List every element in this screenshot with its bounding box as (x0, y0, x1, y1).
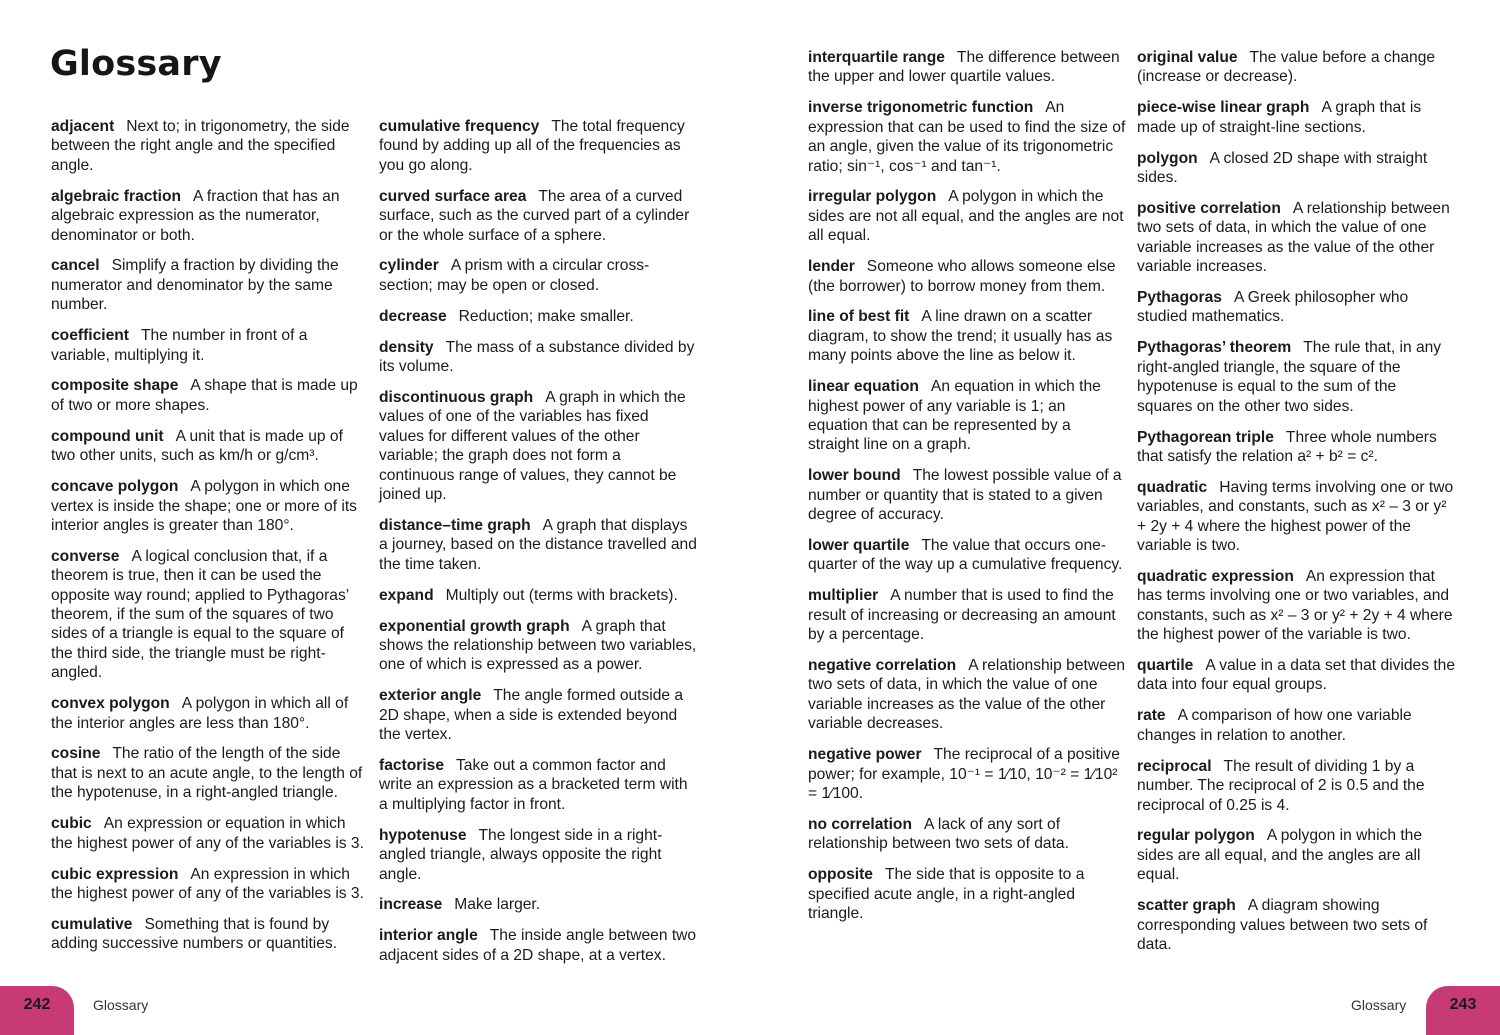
glossary-column-1 (51, 117, 369, 965)
glossary-definition: Next to; in trigonometry, the side between the right angle and the specified angle. (51, 118, 350, 174)
glossary-term: rate (1137, 707, 1166, 725)
glossary-term: decrease (379, 307, 447, 325)
glossary-term: discontinuous graph (379, 388, 534, 406)
glossary-term: linear equation (808, 378, 919, 396)
glossary-column-4 (1137, 48, 1455, 966)
glossary-term: inverse trigonometric function (808, 99, 1034, 117)
glossary-term: concave polygon (51, 478, 179, 496)
glossary-term: cancel (51, 257, 100, 275)
glossary-definition: The mass of a substance divided by its volume. (379, 338, 695, 376)
glossary-term: lender (808, 258, 855, 276)
footer-label-right: Glossary (1351, 997, 1407, 1013)
glossary-entry (379, 256, 697, 295)
glossary-definition: Someone who allows someone else (the borrower) to borrow money from them. (808, 258, 1116, 295)
glossary-entry (808, 656, 1126, 734)
glossary-definition: A shape that is made up of two or more shapes. (51, 377, 358, 414)
glossary-term: piece-wise linear graph (1137, 99, 1310, 117)
glossary-definition: A graph that shows the relationship between two variables, one of which is expressed as a power. (379, 617, 697, 674)
glossary-definition: The total frequency found by adding up all of the frequencies as you go along. (379, 118, 685, 174)
glossary-definition: The angle formed outside a 2D shape, when a side is extended beyond the vertex. (379, 687, 684, 744)
glossary-term: regular polygon (1137, 827, 1255, 845)
glossary-definition: The difference between the upper and lower quartile values. (808, 49, 1120, 86)
glossary-entry (379, 756, 697, 814)
glossary-term: compound unit (51, 427, 164, 445)
glossary-entry (51, 744, 369, 802)
glossary-term: curved surface area (379, 187, 527, 205)
glossary-term: cumulative frequency (379, 118, 540, 135)
glossary-definition: A value in a data set that divides the data into four equal groups. (1137, 657, 1455, 694)
glossary-definition: A logical conclusion that, if a theorem is true, then it can be used the opposite way round; applied to Pythagoras’ theorem, if the sum of the squares of two sides of a triangle is equal to the square of the third side, the triangle must be right-angled. (51, 547, 349, 682)
glossary-entry (1137, 567, 1455, 645)
glossary-term: original value (1137, 49, 1238, 66)
glossary-definition: The ratio of the length of the side that is next to an acute angle, to the length of the hypotenuse, in a right-angled triangle. (51, 745, 363, 802)
glossary-term: expand (379, 586, 434, 604)
glossary-column-2 (379, 117, 697, 977)
glossary-term: no correlation (808, 815, 912, 833)
glossary-term: positive correlation (1137, 199, 1281, 217)
glossary-definition: The rule that, in any right-angled triangle, the square of the hypotenuse is equal to the sum of the squares on the other two sides. (1137, 339, 1442, 415)
glossary-term: Pythagoras (1137, 289, 1222, 307)
glossary-entry (1137, 656, 1455, 695)
glossary-term: cubic expression (51, 865, 179, 883)
glossary-definition: A polygon in which one vertex is inside the shape; one or more of its interior angles is greater than 180°. (51, 478, 357, 534)
page-number-left: 242 (0, 986, 74, 1035)
glossary-entry (1137, 149, 1455, 188)
glossary-entry (379, 187, 697, 245)
glossary-term: lower quartile (808, 537, 910, 555)
glossary-definition: An expression in which the highest power of any of the variables is 3. (51, 865, 364, 902)
glossary-term: convex polygon (51, 695, 170, 713)
glossary-entry (808, 307, 1126, 365)
glossary-definition: The result of dividing 1 by a number. The reciprocal of 2 is 0.5 and the reciprocal of 0.25 is 4. (1137, 757, 1425, 814)
glossary-entry (51, 477, 369, 535)
glossary-term: exponential growth graph (379, 617, 570, 635)
glossary-definition: A polygon in which the sides are all equal, and the angles are all equal. (1137, 827, 1423, 884)
glossary-definition: The number in front of a variable, multiplying it. (51, 327, 308, 364)
glossary-definition: Take out a common factor and write an expression as a bracketed term with a multiplying factor in front. (379, 756, 688, 813)
glossary-entry (808, 466, 1126, 524)
glossary-definition: A comparison of how one variable changes in relation to another. (1137, 707, 1412, 744)
glossary-entry (808, 187, 1126, 245)
page-number-right: 243 (1426, 986, 1500, 1035)
glossary-entry (51, 376, 369, 415)
glossary-definition: Simplify a fraction by dividing the numerator and denominator by the same number. (51, 257, 339, 314)
glossary-term: negative correlation (808, 657, 957, 675)
glossary-entry (379, 926, 697, 965)
glossary-term: quadratic expression (1137, 567, 1294, 585)
page-title: Glossary (50, 44, 222, 84)
glossary-term: reciprocal (1137, 757, 1212, 775)
glossary-term: converse (51, 547, 120, 565)
glossary-term: algebraic fraction (51, 187, 181, 205)
glossary-definition: A unit that is made up of two other units, such as km/h or g/cm³. (51, 427, 343, 465)
glossary-term: cumulative (51, 915, 133, 933)
glossary-definition: An expression that has terms involving one or two variables, and constants, such as x² – 3 or y² + 2y + 4 where the highest power of the variable is two. (1137, 567, 1453, 644)
glossary-entry (379, 338, 697, 377)
glossary-definition: A prism with a circular cross-section; may be open or closed. (379, 257, 650, 294)
glossary-term: irregular polygon (808, 188, 937, 206)
glossary-entry (51, 694, 369, 733)
glossary-definition: A relationship between two sets of data, in which the value of one variable increases as the value of the other variable decreases. (808, 657, 1126, 733)
glossary-definition: A graph in which the values of one of the variables has fixed values for different values of the other variable; the graph does not form a continuous range of values, they cannot be joined up. (379, 388, 686, 503)
glossary-term: adjacent (51, 118, 115, 135)
glossary-entry (379, 586, 697, 605)
glossary-entry (808, 48, 1126, 87)
glossary-definition: A closed 2D shape with straight sides. (1137, 149, 1428, 187)
glossary-entry (379, 307, 697, 326)
glossary-definition: An equation in which the highest power of any variable is 1; an equation that can be represented by a straight line on a graph. (808, 378, 1101, 454)
glossary-term: cosine (51, 745, 101, 763)
glossary-term: composite shape (51, 377, 179, 395)
glossary-entry (808, 98, 1126, 176)
glossary-entry (1137, 428, 1455, 467)
glossary-definition: A fraction that has an algebraic expression as the numerator, denominator or both. (51, 187, 340, 244)
glossary-entry (1137, 757, 1455, 815)
glossary-term: opposite (808, 866, 873, 884)
glossary-entry (1137, 706, 1455, 745)
glossary-term: scatter graph (1137, 897, 1236, 915)
glossary-term: cubic (51, 815, 92, 833)
glossary-term: Pythagoras’ theorem (1137, 339, 1292, 357)
glossary-term: increase (379, 896, 443, 914)
glossary-entry (808, 257, 1126, 296)
glossary-definition: A number that is used to find the result of increasing or decreasing an amount by a percentage. (808, 587, 1116, 644)
glossary-term: density (379, 338, 434, 356)
glossary-definition: A polygon in which the sides are not all equal, and the angles are not all equal. (808, 188, 1124, 245)
glossary-term: interquartile range (808, 49, 945, 66)
glossary-entry (1137, 98, 1455, 137)
glossary-term: coefficient (51, 327, 129, 345)
glossary-entry (379, 686, 697, 744)
glossary-term: Pythagorean triple (1137, 428, 1274, 446)
glossary-entry (51, 427, 369, 466)
glossary-definition: A line drawn on a scatter diagram, to show the trend; it usually has as many points above the line as below it. (808, 308, 1113, 365)
glossary-definition: Three whole numbers that satisfy the relation a² + b² = c². (1137, 428, 1437, 465)
glossary-definition: Reduction; make smaller. (458, 307, 634, 325)
glossary-definition: A diagram showing corresponding values between two sets of data. (1137, 897, 1428, 953)
glossary-term: quartile (1137, 657, 1194, 675)
glossary-definition: The lowest possible value of a number or quantity that is stated to a given degree of accuracy. (808, 467, 1122, 524)
glossary-entry (51, 326, 369, 365)
glossary-entry (808, 586, 1126, 644)
glossary-term: lower bound (808, 467, 901, 485)
glossary-term: factorise (379, 756, 445, 774)
glossary-entry (51, 117, 369, 175)
glossary-term: hypotenuse (379, 826, 467, 844)
glossary-entry (51, 256, 369, 314)
glossary-definition: A lack of any sort of relationship between two sets of data. (808, 815, 1069, 853)
glossary-entry (1137, 478, 1455, 556)
glossary-entry (1137, 199, 1455, 277)
glossary-term: interior angle (379, 927, 478, 945)
glossary-entry (1137, 288, 1455, 327)
glossary-entry (379, 516, 697, 574)
glossary-entry (808, 536, 1126, 575)
glossary-term: exterior angle (379, 687, 482, 705)
glossary-entry (51, 915, 369, 954)
glossary-term: polygon (1137, 149, 1198, 167)
glossary-definition: A graph that displays a journey, based on the distance travelled and the time taken. (379, 516, 697, 573)
glossary-definition: An expression that can be used to find the size of an angle, given the value of its trigonometric ratio; sin⁻¹, cos⁻¹ and tan⁻¹. (808, 99, 1126, 175)
glossary-entry (51, 865, 369, 904)
glossary-entry (379, 388, 697, 504)
glossary-definition: The inside angle between two adjacent sides of a 2D shape, at a vertex. (379, 927, 697, 964)
glossary-definition: Make larger. (454, 896, 541, 914)
glossary-definition: The value that occurs one-quarter of the way up a cumulative frequency. (808, 537, 1123, 574)
glossary-entry (808, 815, 1126, 854)
glossary-term: quadratic (1137, 478, 1208, 496)
glossary-term: cylinder (379, 257, 439, 275)
glossary-term: multiplier (808, 587, 879, 605)
glossary-definition: A polygon in which all of the interior angles are less than 180°. (51, 695, 349, 732)
glossary-entry (379, 895, 697, 914)
glossary-term: line of best fit (808, 308, 910, 326)
glossary-entry (379, 826, 697, 884)
glossary-column-3 (808, 48, 1126, 935)
glossary-term: negative power (808, 746, 922, 764)
glossary-definition: Something that is found by adding successive numbers or quantities. (51, 915, 338, 953)
glossary-entry (379, 117, 697, 175)
glossary-definition: The area of a curved surface, such as the curved part of a cylinder or the whole surface of a sphere. (379, 187, 690, 244)
glossary-entry (51, 187, 369, 245)
glossary-entry (51, 814, 369, 853)
glossary-definition: The side that is opposite to a specified acute angle, in a right-angled triangle. (808, 866, 1085, 923)
glossary-definition: A Greek philosopher who studied mathematics. (1137, 289, 1409, 326)
glossary-entry (379, 617, 697, 675)
glossary-definition: An expression or equation in which the highest power of any of the variables is 3. (51, 815, 364, 852)
glossary-entry (1137, 826, 1455, 884)
glossary-definition: Having terms involving one or two variables, and constants, such as x² – 3 or y² + 2y + 4 where the highest power of the variable is two. (1137, 478, 1454, 555)
glossary-term: distance–time graph (379, 516, 531, 534)
glossary-entry (808, 865, 1126, 923)
glossary-entry (808, 377, 1126, 455)
footer-label-left: Glossary (93, 997, 149, 1013)
glossary-entry (51, 547, 369, 683)
glossary-entry (808, 745, 1126, 803)
glossary-definition: A relationship between two sets of data, in which the value of one variable increases as the value of the other variable increases. (1137, 199, 1450, 276)
glossary-definition: A graph that is made up of straight-line sections. (1137, 99, 1422, 136)
glossary-definition: The value before a change (increase or decrease). (1137, 49, 1436, 86)
glossary-entry (1137, 896, 1455, 954)
glossary-entry (1137, 338, 1455, 416)
glossary-entry (1137, 48, 1455, 87)
glossary-definition: The reciprocal of a positive power; for example, 10⁻¹ = 1⁄10, 10⁻² = 1⁄10² = 1⁄100. (808, 746, 1120, 802)
glossary-definition: The longest side in a right-angled triangle, always opposite the right angle. (379, 826, 663, 883)
glossary-definition: Multiply out (terms with brackets). (445, 586, 678, 604)
